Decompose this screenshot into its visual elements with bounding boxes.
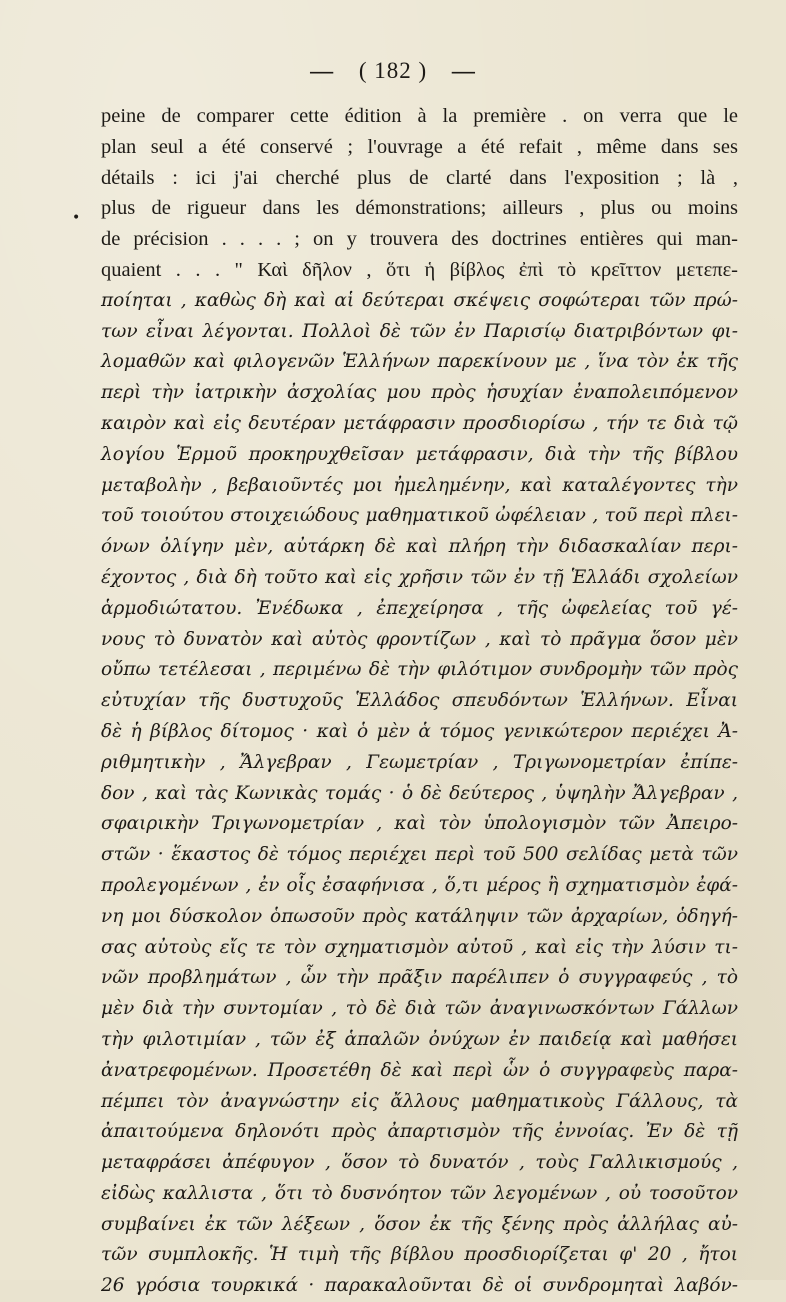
text-line: τοῦ τοιούτου στοιχειώδους μαθηματικοῦ ὠφέλειαν , τοῦ περὶ πλει- xyxy=(101,505,738,527)
text-line: εὐτυχίαν τῆς δυστυχοῦς Ἑλλάδος σπευδόντων Ἑλλήνων. Εἶναι xyxy=(101,690,738,712)
text-line: καιρὸν καὶ εἰς δευτέραν μετάφρασιν προσδιορίσω , τήν τε διὰ τῷ xyxy=(101,412,738,434)
text-line: περὶ τὴν ἰατρικὴν ἀσχολίας μου πρὸς ἡσυχίαν ἐναπολειπόμενον xyxy=(101,382,738,404)
text-line: νους τὸ δυνατὸν καὶ αὐτὸς φροντίζων , καὶ τὸ πρᾶγμα ὅσον μὲν xyxy=(101,628,738,650)
text-line: δον , καὶ τὰς Κωνικὰς τομάς · ὁ δὲ δεύτερος , ὑψηλὴν Ἄλγεβραν , xyxy=(101,782,738,804)
page-header xyxy=(0,58,786,84)
text-line: ἁρμοδιώτατου. Ἐνέδωκα , ἐπεχείρησα , τῆς ὠφελείας τοῦ γέ- xyxy=(101,597,738,619)
text-line: détails : ici j'ai cherché plus de clarté dans l'exposition ; là , xyxy=(101,166,738,189)
text-line: δὲ ἡ βίβλος δίτομος · καὶ ὁ μὲν ἁ τόμος γενικώτερον περιέχει Ἀ- xyxy=(101,720,738,742)
text-line: λογίου Ἑρμοῦ προκηρυχθεῖσαν μετάφρασιν, διὰ τὴν τῆς βίβλου xyxy=(101,443,738,465)
text-line: quaient . . . " Καὶ δῆλον , ὅτι ἡ βίβλος ἐπὶ τὸ κρεῖττον μετεπε- xyxy=(101,258,738,281)
text-line: εἰδὼς καλλιστα , ὅτι τὸ δυσνόητον τῶν λεγομένων , οὐ τοσοῦτον xyxy=(101,1182,738,1204)
text-line: οὔπω τετέλεσαι , περιμένω δὲ τὴν φιλότιμον συνδρομὴν τῶν πρὸς xyxy=(101,659,738,681)
text-line: μὲν διὰ τὴν συντομίαν , τὸ δὲ διὰ τῶν ἀναγινωσκόντων Γάλλων xyxy=(101,998,738,1020)
text-line: σφαιρικὴν Τριγωνομετρίαν , καὶ τὸν ὑπολογισμὸν τῶν Ἀπειρο- xyxy=(101,813,738,835)
text-line: τῶν συμπλοκῆς. Ἡ τιμὴ τῆς βίβλου προσδιορίζεται φ' 20 , ἤτοι xyxy=(101,1244,738,1266)
text-line: νη μοι δύσκολον ὁπωσοῦν πρὸς κατάληψιν τῶν ἀρχαρίων, ὁδηγή- xyxy=(101,905,738,927)
text-line: μεταφράσει ἀπέφυγον , ὅσον τὸ δυνατόν , τοὺς Γαλλικισμούς , xyxy=(101,1152,738,1174)
text-line: ποίηται , καθὼς δὴ καὶ αἱ δεύτεραι σκέψεις σοφώτεραι τῶν πρώ- xyxy=(101,289,738,311)
text-line: ἀπαιτούμενα δηλονότι πρὸς ἀπαρτισμὸν τῆς ἐννοίας. Ἐν δὲ τῇ xyxy=(101,1121,738,1143)
text-line: plan seul a été conservé ; l'ouvrage a été refait , même dans ses xyxy=(101,135,738,158)
text-line: νῶν προβλημάτων , ὧν τὴν πρᾶξιν παρέλιπεν ὁ συγγραφεύς , τὸ xyxy=(101,967,738,989)
text-line: έχοντος , διὰ δὴ τοῦτο καὶ εἰς χρῆσιν τῶν ἐν τῇ Ἑλλάδι σχολείων xyxy=(101,566,738,588)
text-line: σας αὐτοὺς εἴς τε τὸν σχηματισμὸν αὐτοῦ , καὶ εἰς τὴν λύσιν τι- xyxy=(101,936,738,958)
text-line: των εἶναι λέγονται. Πολλοὶ δὲ τῶν ἐν Παρισίῳ διατριβόντων φι- xyxy=(101,320,738,342)
text-line: ριθμητικὴν , Ἄλγεβραν , Γεωμετρίαν , Τριγωνομετρίαν ἐπίπε- xyxy=(101,751,738,773)
page-number: ( 182 ) xyxy=(358,58,428,83)
text-line: πέμπει τὸν ἀναγνώστην εἰς ἄλλους μαθηματικοὺς Γάλλους, τὰ xyxy=(101,1090,738,1112)
text-line: plus de rigueur dans les démonstrations; ailleurs , plus ou moins xyxy=(101,197,738,220)
header-right-dash: — xyxy=(451,58,476,83)
header-left-dash: — xyxy=(310,58,335,83)
text-line: συμβαίνει ἐκ τῶν λέξεων , ὅσον ἐκ τῆς ξένης πρὸς ἀλλήλας αὐ- xyxy=(101,1213,738,1235)
text-line: peine de comparer cette édition à la première . on verra que le xyxy=(101,105,738,127)
text-line: μεταβολὴν , βεβαιοῦντές μοι ἠμελημένην, καὶ καταλέγοντες τὴν xyxy=(101,474,738,496)
text-line: ἀνατρεφομένων. Προσετέθη δὲ καὶ περὶ ὧν ὁ συγγραφεὺς παρα- xyxy=(101,1059,738,1081)
text-line: στῶν · ἕκαστος δὲ τόμος περιέχει περὶ τοῦ 500 σελίδας μετὰ τῶν xyxy=(101,844,738,866)
margin-mark: • xyxy=(72,210,81,226)
text-line: de précision . . . . ; on y trouvera des doctrines entières qui man- xyxy=(101,228,738,251)
text-line: τὴν φιλοτιμίαν , τῶν ἐξ ἁπαλῶν ὀνύχων ἐν παιδείᾳ καὶ μαθήσει xyxy=(101,1028,738,1050)
body-text xyxy=(101,101,738,1302)
text-line: προλεγομένων , ἐν οἷς ἐσαφήνισα , ὅ,τι μέρος ἢ σχηματισμὸν ἐφά- xyxy=(101,874,738,896)
text-line: 26 γρόσια τουρκικά · παρακαλοῦνται δὲ οἱ συνδρομηταὶ λαβόν- xyxy=(101,1275,738,1297)
text-line: λομαθῶν καὶ φιλογενῶν Ἑλλήνων παρεκίνουν με , ἵνα τὸν ἐκ τῆς xyxy=(101,351,738,373)
text-line: όνων ὀλίγην μὲν, αὐτάρκη δὲ καὶ πλήρη τὴν διδασκαλίαν περι- xyxy=(101,536,738,558)
